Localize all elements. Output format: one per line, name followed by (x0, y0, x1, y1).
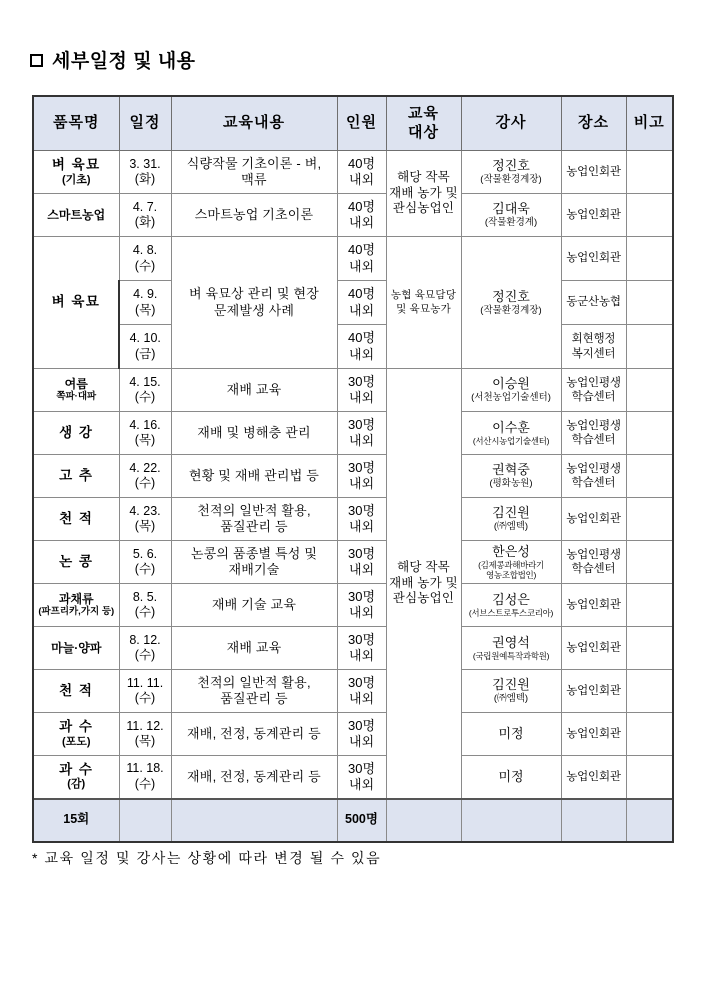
date-dayofweek: (수) (134, 476, 156, 490)
date-value: 4. 15. (129, 374, 161, 389)
date-value: 4. 22. (129, 460, 161, 475)
item-name: 천 적 (59, 510, 94, 526)
item-name: 벼 육묘 (51, 156, 101, 172)
cell-count (337, 541, 386, 584)
cell-date (119, 713, 171, 756)
cell-date (119, 194, 171, 237)
table-row (33, 498, 673, 541)
count-unit: 내외 (348, 562, 375, 577)
cell-target-2: 농협 육묘담당 및 육묘농가 (386, 237, 461, 369)
teacher-name: 김대욱 (492, 201, 530, 217)
cell-date (119, 541, 171, 584)
cell-content: 벼 육묘상 관리 및 현장 문제발생 사례 (171, 237, 337, 369)
column-header-target-line2: 대상 (408, 123, 439, 141)
table-row (33, 369, 673, 412)
cell-place: 농업인회관 (561, 584, 626, 627)
cell-place: 농업인회관 (561, 498, 626, 541)
cell-date (119, 498, 171, 541)
cell-teacher (461, 455, 561, 498)
total-target (386, 799, 461, 842)
teacher-org: (김제콩과해바라기 영농조합법인) (478, 560, 544, 580)
cell-teacher (461, 237, 561, 369)
date-dayofweek: (수) (134, 776, 156, 791)
cell-item (33, 756, 119, 799)
table-row (33, 713, 673, 756)
count-unit: 내외 (348, 476, 375, 491)
cell-date (119, 455, 171, 498)
teacher-name: 권혁중 (492, 462, 530, 478)
item-name: 과 수 (59, 718, 94, 734)
item-name: 과채류 (58, 592, 94, 607)
square-bullet-icon (30, 54, 43, 67)
cell-note (626, 627, 673, 670)
cell-note (626, 237, 673, 281)
count-value: 30명 (347, 760, 376, 776)
item-name: 천 적 (59, 682, 94, 698)
cell-content: 논콩의 품종별 특성 및 재배기술 (171, 541, 337, 584)
count-value: 30명 (347, 459, 376, 475)
cell-teacher (461, 541, 561, 584)
cell-note (626, 194, 673, 237)
cell-teacher (461, 194, 561, 237)
table-row (33, 455, 673, 498)
item-subname: (감) (67, 778, 86, 791)
cell-date (119, 281, 171, 325)
cell-place: 농업인회관 (561, 237, 626, 281)
cell-note (626, 541, 673, 584)
cell-place: 농업인평생 학습센터 (561, 541, 626, 584)
column-header-content: 교육내용 (171, 96, 337, 151)
date-value: 4. 9. (133, 287, 158, 301)
column-header-place: 장소 (561, 96, 626, 151)
item-subname: (기초) (61, 173, 91, 186)
item-name: 논 콩 (59, 553, 94, 569)
cell-count (337, 670, 386, 713)
item-name: 스마트농업 (47, 207, 106, 222)
cell-note (626, 151, 673, 194)
table-row (33, 541, 673, 584)
cell-content: 재배 교육 (171, 369, 337, 412)
cell-teacher (461, 670, 561, 713)
teacher-name: 김진원 (492, 677, 530, 693)
date-value: 3. 31. (129, 156, 161, 171)
cell-item (33, 627, 119, 670)
item-subname: 쪽파·대파 (56, 391, 97, 403)
date-dayofweek: (수) (134, 390, 156, 404)
teacher-name: 미정 (498, 768, 524, 784)
date-value: 4. 10. (129, 331, 161, 345)
teacher-org: (작물환경계) (484, 217, 538, 229)
cell-content: 천적의 일반적 활용, 품질관리 등 (171, 498, 337, 541)
cell-teacher (461, 412, 561, 455)
cell-teacher (461, 498, 561, 541)
cell-content: 천적의 일반적 활용, 품질관리 등 (171, 670, 337, 713)
cell-count (337, 151, 386, 194)
cell-date (119, 151, 171, 194)
teacher-org: (서산시농업기술센터) (472, 435, 550, 446)
count-value: 30명 (347, 588, 376, 604)
count-value: 40명 (347, 155, 376, 171)
total-teacher (461, 799, 561, 842)
date-value: 4. 8. (132, 243, 158, 257)
cell-count (337, 584, 386, 627)
count-value: 30명 (347, 674, 376, 690)
cell-note (626, 369, 673, 412)
count-unit: 내외 (348, 258, 375, 274)
cell-content: 재배, 전정, 동계관리 등 (171, 713, 337, 756)
page-title (30, 46, 196, 73)
cell-count (337, 194, 386, 237)
cell-note (626, 412, 673, 455)
total-content (171, 799, 337, 842)
date-dayofweek: (목) (134, 734, 156, 748)
cell-place: 농업인평생 학습센터 (561, 412, 626, 455)
date-dayofweek: (목) (135, 302, 156, 317)
cell-content: 재배, 전정, 동계관리 등 (171, 756, 337, 799)
cell-item (33, 412, 119, 455)
count-unit: 내외 (348, 519, 375, 534)
teacher-name: 정진호 (492, 158, 530, 174)
date-value: 4. 7. (132, 199, 158, 214)
teacher-name: 김성은 (492, 591, 530, 607)
count-value: 40명 (347, 286, 376, 302)
cell-date (119, 237, 171, 281)
table-header-row (33, 96, 673, 151)
date-value: 4. 16. (129, 417, 161, 432)
table-row (33, 237, 673, 281)
cell-item (33, 455, 119, 498)
cell-count (337, 412, 386, 455)
cell-target-3: 해당 작목 재배 농가 및 관심농업인 (386, 369, 461, 799)
cell-count (337, 756, 386, 799)
teacher-org: (㈜엠텍) (493, 693, 529, 705)
table-row (33, 756, 673, 799)
cell-teacher (461, 627, 561, 670)
cell-place: 농업인평생 학습센터 (561, 369, 626, 412)
date-dayofweek: (목) (134, 433, 156, 447)
cell-item (33, 713, 119, 756)
teacher-name: 김진원 (492, 505, 530, 521)
date-dayofweek: (화) (134, 172, 156, 186)
count-value: 40명 (347, 330, 376, 346)
count-unit: 내외 (348, 215, 375, 230)
teacher-org: (작물환경계장) (480, 304, 542, 316)
cell-item (33, 237, 119, 369)
teacher-name: 정진호 (492, 288, 530, 304)
total-note (626, 799, 673, 842)
teacher-name: 권영석 (492, 634, 530, 650)
cell-date (119, 756, 171, 799)
cell-content: 스마트농업 기초이론 (171, 194, 337, 237)
item-name: 과 수 (59, 761, 94, 777)
total-count-sessions: 15회 (33, 799, 119, 842)
cell-date (119, 325, 171, 369)
cell-place: 동군산농협 (561, 281, 626, 325)
cell-date (119, 627, 171, 670)
count-value: 30명 (347, 502, 376, 518)
cell-item (33, 498, 119, 541)
cell-date (119, 670, 171, 713)
cell-content: 현황 및 재배 관리법 등 (171, 455, 337, 498)
table-row (33, 670, 673, 713)
cell-place: 회현행정 복지센터 (561, 325, 626, 369)
cell-item (33, 584, 119, 627)
item-name: 생 강 (59, 424, 94, 440)
date-dayofweek: (수) (134, 691, 156, 705)
count-unit: 내외 (348, 346, 375, 362)
column-header-target (386, 96, 461, 151)
date-dayofweek: (화) (134, 215, 156, 229)
table-row (33, 584, 673, 627)
cell-teacher (461, 756, 561, 799)
date-dayofweek: (수) (134, 648, 156, 662)
count-unit: 내외 (348, 648, 375, 663)
table-row (33, 325, 673, 369)
cell-item (33, 541, 119, 584)
column-header-item: 품목명 (33, 96, 119, 151)
cell-content: 재배 기술 교육 (171, 584, 337, 627)
item-name: 여름 (64, 377, 88, 392)
cell-note (626, 281, 673, 325)
teacher-name: 미정 (498, 725, 524, 741)
table-row (33, 281, 673, 325)
column-header-count: 인원 (337, 96, 386, 151)
cell-item (33, 194, 119, 237)
cell-date (119, 584, 171, 627)
cell-count (337, 627, 386, 670)
item-subname: (포도) (61, 735, 91, 748)
cell-content: 식량작물 기초이론 - 벼, 맥류 (171, 151, 337, 194)
table-total-row (33, 799, 673, 842)
cell-item (33, 670, 119, 713)
count-unit: 내외 (348, 691, 375, 706)
cell-place: 농업인회관 (561, 627, 626, 670)
date-dayofweek: (금) (135, 346, 156, 361)
count-unit: 내외 (348, 390, 375, 405)
item-name: 벼 육묘 (51, 294, 101, 310)
date-value: 4. 23. (129, 503, 161, 518)
count-value: 30명 (347, 545, 376, 561)
date-dayofweek: (목) (134, 519, 156, 533)
cell-note (626, 498, 673, 541)
cell-teacher (461, 151, 561, 194)
teacher-org: (작물환경계장) (480, 174, 542, 186)
cell-place: 농업인평생 학습센터 (561, 455, 626, 498)
cell-note (626, 584, 673, 627)
total-attendees: 500명 (337, 799, 386, 842)
footnote: * 교육 일정 및 강사는 상황에 따라 변경 될 수 있음 (32, 850, 382, 866)
date-dayofweek: (수) (134, 562, 156, 576)
teacher-name: 이승원 (492, 376, 530, 392)
date-value: 11. 18. (126, 761, 164, 776)
date-dayofweek: (수) (134, 605, 156, 619)
teacher-org: (평화농원) (489, 478, 533, 490)
schedule-table (32, 95, 674, 843)
cell-item (33, 369, 119, 412)
cell-note (626, 713, 673, 756)
count-unit: 내외 (348, 433, 375, 448)
column-header-teacher: 강사 (461, 96, 561, 151)
cell-content: 재배 교육 (171, 627, 337, 670)
cell-place: 농업인회관 (561, 756, 626, 799)
date-value: 5. 6. (132, 546, 158, 561)
cell-item (33, 151, 119, 194)
cell-teacher (461, 584, 561, 627)
cell-date (119, 412, 171, 455)
count-unit: 내외 (348, 734, 375, 749)
count-unit: 내외 (348, 776, 375, 792)
teacher-name: 이수훈 (492, 419, 530, 435)
cell-count (337, 713, 386, 756)
teacher-name: 한은성 (492, 544, 530, 560)
date-value: 8. 12. (129, 632, 161, 647)
table-row (33, 412, 673, 455)
count-value: 30명 (347, 416, 376, 432)
cell-count (337, 281, 386, 325)
cell-count (337, 455, 386, 498)
cell-count (337, 325, 386, 369)
teacher-org: (서천농업기술센터) (471, 392, 551, 404)
count-value: 30명 (347, 717, 376, 733)
cell-place: 농업인회관 (561, 670, 626, 713)
date-value: 11. 12. (126, 718, 164, 733)
date-value: 11. 11. (126, 675, 164, 690)
cell-note (626, 455, 673, 498)
count-unit: 내외 (348, 172, 375, 187)
table-row (33, 627, 673, 670)
total-place (561, 799, 626, 842)
item-name: 마늘·양파 (51, 640, 102, 655)
total-date (119, 799, 171, 842)
column-header-target-line1: 교육 (408, 104, 439, 122)
cell-note (626, 670, 673, 713)
cell-content: 재배 및 병해충 관리 (171, 412, 337, 455)
cell-count (337, 369, 386, 412)
table-row (33, 194, 673, 237)
cell-count (337, 498, 386, 541)
cell-date (119, 369, 171, 412)
count-unit: 내외 (348, 302, 375, 318)
cell-target-1: 해당 작목 재배 농가 및 관심농업인 (386, 151, 461, 237)
teacher-org: (서브스트로투스코리아) (468, 607, 554, 618)
cell-place: 농업인회관 (561, 151, 626, 194)
item-name: 고 추 (59, 467, 94, 483)
cell-teacher (461, 713, 561, 756)
count-value: 30명 (347, 373, 376, 389)
date-dayofweek: (수) (134, 258, 156, 273)
column-header-date: 일정 (119, 96, 171, 151)
cell-place: 농업인회관 (561, 194, 626, 237)
date-value: 8. 5. (132, 589, 158, 604)
table-row (33, 151, 673, 194)
count-value: 30명 (347, 631, 376, 647)
count-unit: 내외 (348, 605, 375, 620)
cell-note (626, 325, 673, 369)
count-value: 40명 (347, 198, 376, 214)
cell-teacher (461, 369, 561, 412)
page-title-text: 세부일정 및 내용 (52, 51, 196, 72)
cell-place: 농업인회관 (561, 713, 626, 756)
teacher-org: (㈜엠텍) (493, 521, 529, 533)
teacher-org: (국립원예특작과학원) (472, 650, 550, 661)
count-value: 40명 (347, 242, 376, 258)
column-header-note: 비고 (626, 96, 673, 151)
cell-count (337, 237, 386, 281)
item-subname: (파프리카,가지 등) (38, 606, 115, 618)
cell-note (626, 756, 673, 799)
